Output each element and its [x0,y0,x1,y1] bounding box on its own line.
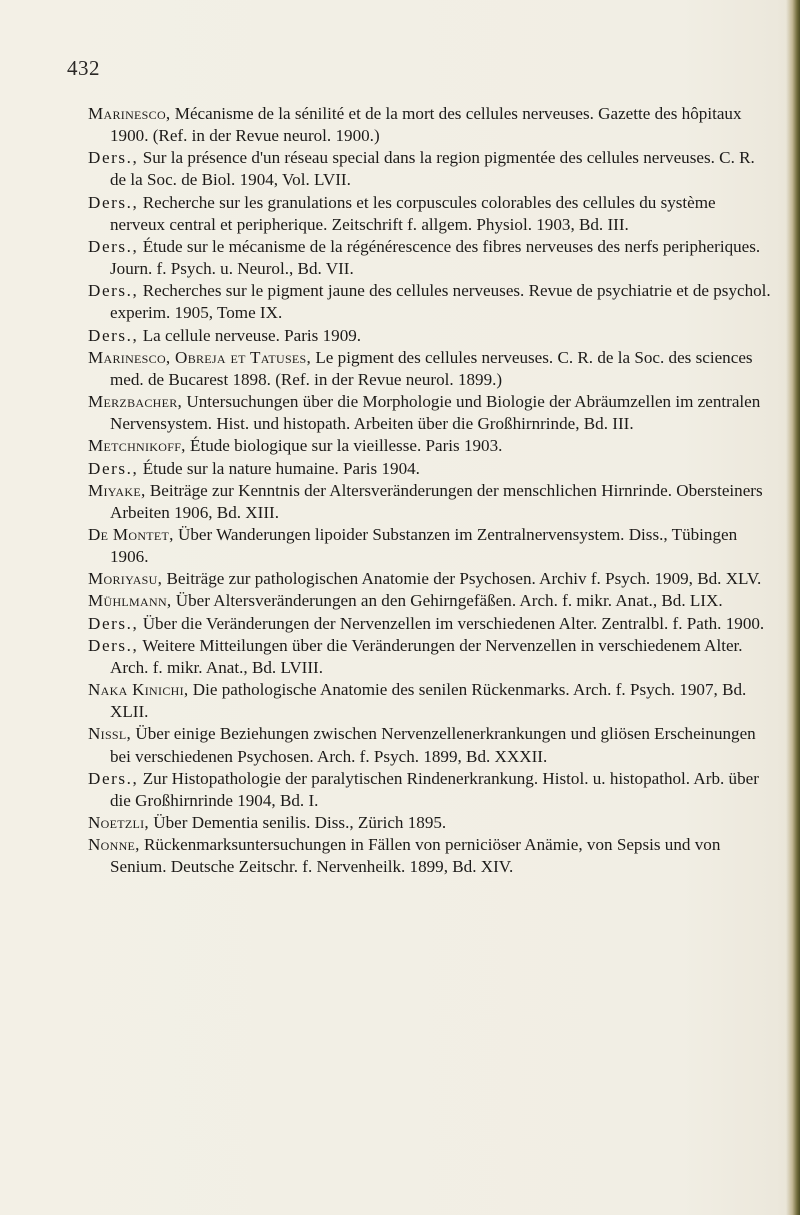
entry-citation: Sur la présence d'un réseau special dans la region pigmentée des cellules nerveuses. C. R. de la Soc. de Biol. 1904, Vol. LVII. [110,148,755,190]
bibliography-entry [88,812,772,834]
bibliography-entry [88,147,772,191]
entry-citation: Über Dementia senilis. Diss., Zürich 1895. [149,813,447,832]
bibliography-entry [88,524,772,568]
entry-citation: Recherche sur les granulations et les corpuscules colorables des cellules du système nerveux central et peripherique. Zeitschrift f. allgem. Physiol. 1903, Bd. III. [110,192,716,234]
entry-author: Naka Kinichi, [88,680,189,700]
entry-author: Nonne, [88,835,140,855]
bibliography-entry [88,192,772,236]
entry-citation: Le pigment des cellules nerveuses. C. R. de la Soc. des sciences med. de Bucarest 1898. (Ref. in der Revue neurol. 1899.) [110,347,753,389]
entry-citation: Über Altersveränderungen an den Gehirngefäßen. Arch. f. mikr. Anat., Bd. LIX. [171,591,723,611]
entry-author: Ders., [88,635,139,655]
bibliography-entry [88,613,772,635]
bibliography-entry [88,458,772,480]
bibliography-entry [88,435,772,457]
entry-citation: Untersuchungen über die Morphologie und Biologie der Abräumzellen im zentralen Nervensystem. Hist. und histopath. Arbeiten über die Großhirnrinde, Bd. III. [110,392,761,434]
bibliography-entry [88,768,772,812]
bibliography-entry [88,103,772,147]
entry-author: Ders., [88,768,139,788]
entry-author: Ders., [88,236,139,256]
entry-citation: Mécanisme de la sénilité et de la mort des cellules nerveuses. Gazette des hôpitaux 1900. (Ref. in der Revue neurol. 1900.) [110,104,742,146]
entry-citation: Weitere Mitteilungen über die Veränderungen der Nervenzellen in verschiedenem Alter. Arch. f. mikr. Anat., Bd. LVIII. [110,635,743,677]
entry-author: Noetzli, [88,813,150,832]
bibliography-entry [88,325,772,347]
entry-citation: Über die Veränderungen der Nervenzellen im verschiedenen Alter. Zentralbl. f. Path. 1900. [138,613,765,633]
entry-citation: Recherches sur le pigment jaune des cellules nerveuses. Revue de psychiatrie et de psychol. experim. 1905, Tome IX. [110,281,771,323]
entry-author: Ders., [88,325,139,345]
bibliography-entry [88,347,772,391]
bibliography-entry [88,834,772,878]
entry-citation: Über Wanderungen lipoider Substanzen im Zentralnervensystem. Diss., Tübingen 1906. [110,524,738,567]
entry-author: Ders., [88,281,139,301]
entry-citation: Étude sur la nature humaine. Paris 1904. [138,458,420,478]
page-number: 432 [67,56,100,80]
entry-citation: La cellule nerveuse. Paris 1909. [138,325,362,345]
entry-citation: Beiträge zur Kenntnis der Altersveränderungen der menschlichen Hirnrinde. Obersteiners Arbeiten 1906, Bd. XIII. [110,480,763,522]
entry-author: Metchnikoff, [88,436,186,456]
bibliography-entry [88,679,772,723]
bibliography-entry [88,723,772,767]
entry-author: Ders., [88,148,139,168]
entry-author: Merzbacher, [88,392,183,412]
page-edge-shadow [786,0,800,1215]
entry-author: De Montet, [88,524,174,544]
entry-citation: Rückenmarksuntersuchungen in Fällen von perniciöser Anämie, von Sepsis und von Senium. Deutsche Zeitschr. f. Nervenheilk. 1899, Bd. XIV. [110,835,721,877]
bibliography-entry [88,480,772,524]
entry-citation: Über einige Beziehungen zwischen Nervenzellenerkrankungen und gliösen Erscheinungen bei verschiedenen Psychosen. Arch. f. Psych. 1899, Bd. XXXII. [110,724,756,766]
entry-author: Nissl, [88,724,132,744]
entry-citation: Die pathologische Anatomie des senilen Rückenmarks. Arch. f. Psych. 1907, Bd. XLII. [110,680,747,722]
entry-author: Mühlmann, [88,591,172,611]
entry-citation: Zur Histopathologie der paralytischen Rindenerkrankung. Histol. u. histopathol. Arb. über die Großhirnrinde 1904, Bd. I. [110,768,759,810]
bibliography-list [88,103,772,878]
entry-author: Marinesco, Obreja et Tatuses, [88,347,312,367]
entry-author: Ders., [88,458,139,478]
entry-author: Ders., [88,192,139,212]
entry-author: Moriyasu, [88,569,163,589]
entry-citation: Étude sur le mécanisme de la régénérescence des fibres nerveuses des nerfs peripheriques. Journ. f. Psych. u. Neurol., Bd. VII. [110,236,761,279]
bibliography-entry [88,236,772,280]
bibliography-entry [88,391,772,435]
entry-author: Miyake, [88,480,146,500]
bibliography-entry [88,280,772,324]
bibliography-entry [88,635,772,679]
entry-author: Marinesco, [88,104,171,123]
bibliography-entry [88,568,772,590]
entry-citation: Étude biologique sur la vieillesse. Paris 1903. [185,436,503,456]
entry-citation: Beiträge zur pathologischen Anatomie der Psychosen. Archiv f. Psych. 1909, Bd. XLV. [162,569,762,589]
bibliography-entry [88,590,772,612]
entry-author: Ders., [88,613,139,633]
